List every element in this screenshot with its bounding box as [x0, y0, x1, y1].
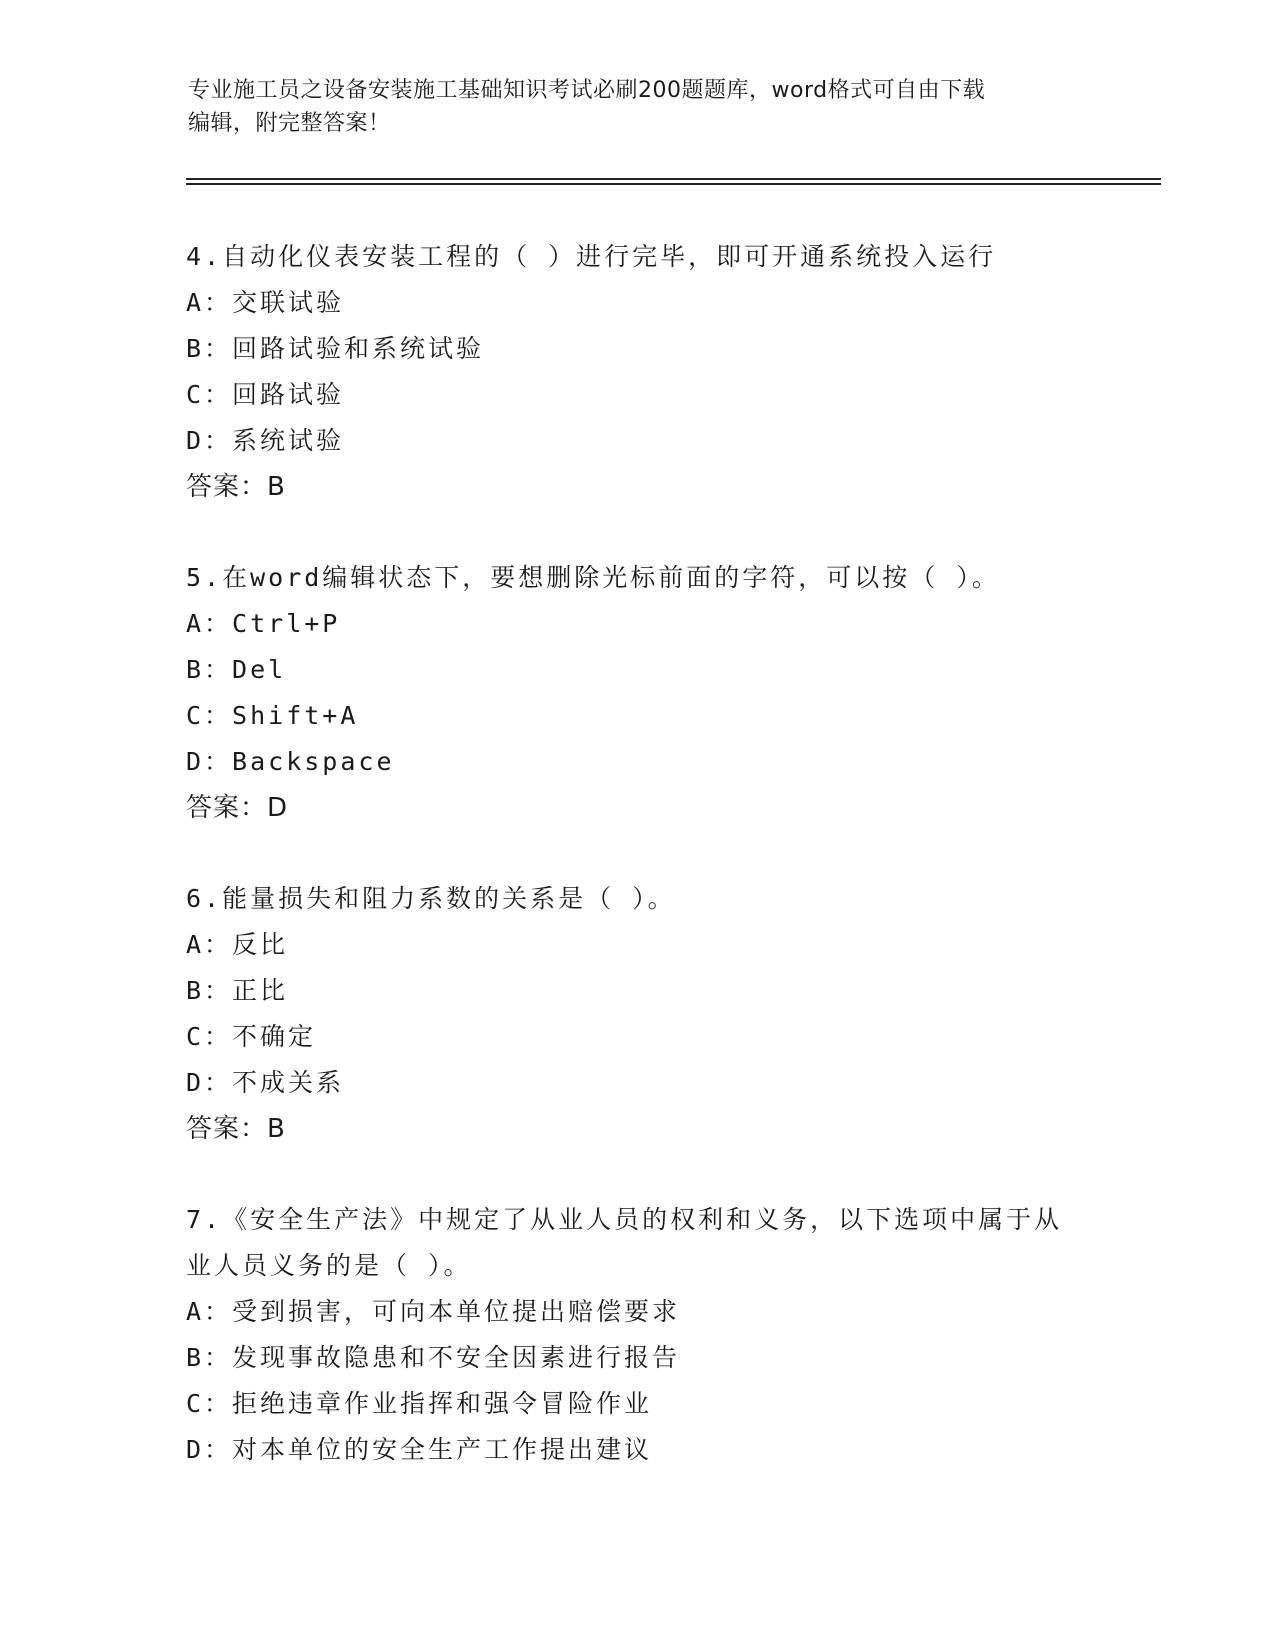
question-title: 5.在word编辑状态下，要想删除光标前面的字符，可以按（ ）。 [186, 563, 1000, 592]
question-title: 4.自动化仪表安装工程的（ ）进行完毕，即可开通系统投入运行 [186, 242, 997, 271]
option-c: C：回路试验 [186, 380, 345, 409]
option-a: A：反比 [186, 930, 289, 959]
option-d: D：对本单位的安全生产工作提出建议 [186, 1435, 653, 1464]
question-title: 6.能量损失和阻力系数的关系是（ ）。 [186, 884, 676, 913]
option-a: A：Ctrl+P [186, 609, 341, 638]
question-6 [186, 876, 1086, 1152]
answer: 答案：D [186, 793, 289, 823]
answer: 答案：B [186, 1114, 286, 1144]
header-divider-top [186, 178, 1161, 180]
header-title-line-2: 编辑，附完整答案！ [188, 111, 391, 136]
option-b: B：Del [186, 655, 287, 684]
option-d: D：不成关系 [186, 1068, 345, 1097]
header-divider-bottom [186, 183, 1161, 185]
header-title-line-1: 专业施工员之设备安装施工基础知识考试必刷200题题库，word格式可自由下载 [188, 78, 986, 103]
document-header [188, 74, 1088, 140]
option-d: D：Backspace [186, 747, 395, 776]
answer: 答案：B [186, 472, 286, 502]
question-7 [186, 1197, 1086, 1473]
option-c: C：Shift+A [186, 701, 359, 730]
option-a: A：受到损害，可向本单位提出赔偿要求 [186, 1297, 681, 1326]
option-b: B：回路试验和系统试验 [186, 334, 485, 363]
question-4 [186, 234, 1086, 510]
option-d: D：系统试验 [186, 426, 345, 455]
option-a: A：交联试验 [186, 288, 345, 317]
option-c: C：不确定 [186, 1022, 317, 1051]
option-c: C：拒绝违章作业指挥和强令冒险作业 [186, 1389, 653, 1418]
option-b: B：正比 [186, 976, 289, 1005]
option-b: B：发现事故隐患和不安全因素进行报告 [186, 1343, 681, 1372]
question-5 [186, 555, 1086, 831]
question-title: 7.《安全生产法》中规定了从业人员的权利和义务，以下选项中属于从业人员义务的是（ ）。 [186, 1205, 1063, 1280]
